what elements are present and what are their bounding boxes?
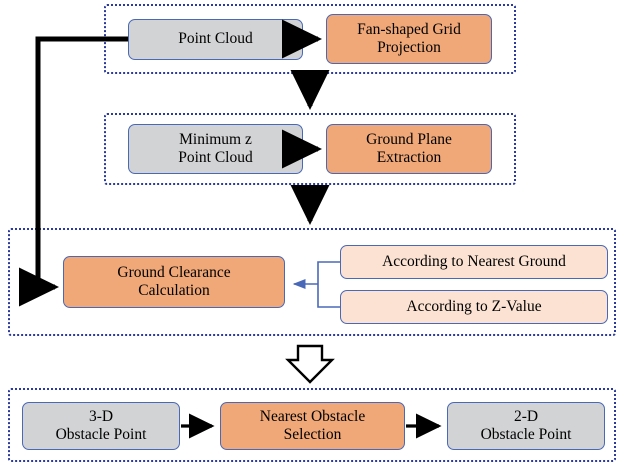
node-label: According to Nearest Ground [382, 252, 566, 270]
node-according-to-nearest-ground[interactable] [340, 245, 608, 279]
node-minimum-z-point-cloud[interactable] [128, 124, 303, 174]
node-3d-obstacle-point[interactable] [22, 402, 180, 450]
node-label: Ground Plane Extraction [366, 130, 452, 166]
node-ground-clearance-calculation[interactable] [63, 256, 285, 308]
node-nearest-obstacle-selection[interactable] [220, 402, 405, 450]
node-fan-shaped-grid-projection[interactable] [326, 14, 492, 64]
node-label: Ground Clearance Calculation [117, 263, 231, 299]
node-2d-obstacle-point[interactable] [447, 402, 605, 450]
node-label: Point Cloud [178, 30, 253, 48]
node-according-to-z-value[interactable] [340, 290, 608, 324]
node-label: Fan-shaped Grid Projection [357, 20, 461, 56]
arrow-group3-to-group4-outline [288, 346, 332, 382]
node-label: According to Z-Value [406, 297, 542, 315]
node-label: 2-D Obstacle Point [480, 407, 572, 443]
node-label: Minimum z Point Cloud [178, 130, 253, 166]
node-label: Nearest Obstacle Selection [259, 407, 366, 443]
node-ground-plane-extraction[interactable] [326, 124, 492, 174]
node-label: 3-D Obstacle Point [55, 407, 147, 443]
node-point-cloud[interactable] [128, 19, 303, 60]
